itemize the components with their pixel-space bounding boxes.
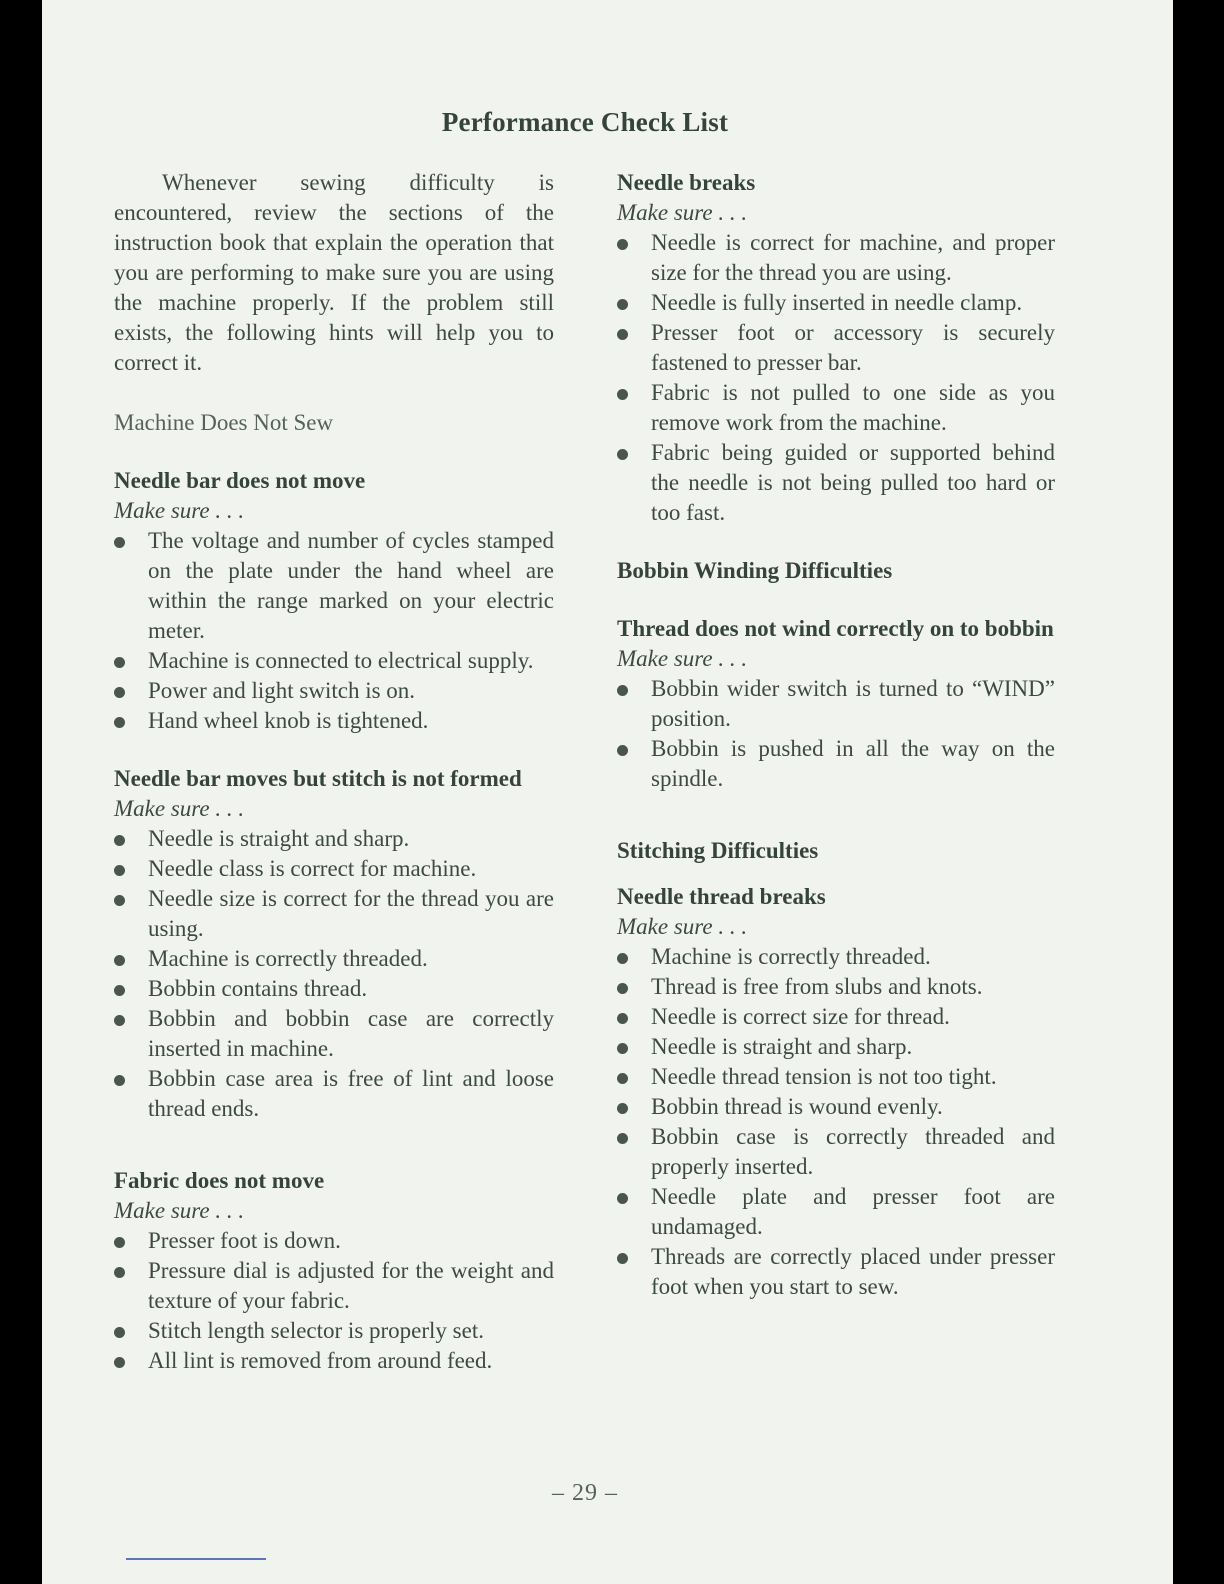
checklist: [617, 228, 1055, 528]
make-sure-label: Make sure . . .: [114, 796, 245, 821]
bobbin-winding-section: [617, 614, 1055, 794]
list-item: Thread is free from slubs and knots.: [617, 972, 1055, 1002]
make-sure-label: Make sure . . .: [617, 200, 748, 225]
make-sure-label: Make sure . . .: [114, 498, 245, 523]
list-item: Needle thread tension is not too tight.: [617, 1062, 1055, 1092]
list-item: Needle plate and presser foot are undamaged.: [617, 1182, 1055, 1242]
list-item: Needle is correct for machine, and proper size for the thread you are using.: [617, 228, 1055, 288]
list-item: Pressure dial is adjusted for the weight and texture of your fabric.: [114, 1256, 554, 1316]
checklist: [114, 526, 554, 736]
list-item: Needle class is correct for machine.: [114, 854, 554, 884]
list-item: Power and light switch is on.: [114, 676, 554, 706]
make-sure-label: Make sure . . .: [617, 914, 748, 939]
list-item: Hand wheel knob is tightened.: [114, 706, 554, 736]
list-item: Presser foot or accessory is securely fastened to presser bar.: [617, 318, 1055, 378]
section-heading: Needle breaks: [617, 170, 756, 195]
list-item: Machine is connected to electrical supply.: [114, 646, 554, 676]
section-heading: Fabric does not move: [114, 1168, 325, 1193]
page-title: Performance Check List: [441, 107, 729, 137]
list-item: Stitch length selector is properly set.: [114, 1316, 554, 1346]
make-sure-label: Make sure . . .: [617, 646, 748, 671]
section-heading: Thread does not wind correctly on to bobbin: [617, 616, 1054, 641]
list-item: Bobbin case is correctly threaded and properly inserted.: [617, 1122, 1055, 1182]
checklist: [114, 824, 554, 1124]
checklist: [617, 942, 1055, 1302]
list-item: Bobbin contains thread.: [114, 974, 554, 1004]
list-item: The voltage and number of cycles stamped on the plate under the hand wheel are within the range marked on your electric meter.: [114, 526, 554, 646]
list-item: Needle is fully inserted in needle clamp.: [617, 288, 1055, 318]
list-item: Needle is correct size for thread.: [617, 1002, 1055, 1032]
list-item: All lint is removed from around feed.: [114, 1346, 554, 1376]
page-number: – 29 –: [552, 1480, 618, 1506]
intro-paragraph: Whenever sewing difficulty is encountered, review the sections of the instruction book that explain the operation that you are performing to make sure you are using the machine properly. If the problem still exists, the following hints will help you to correct it.: [114, 170, 554, 375]
list-item: Presser foot is down.: [114, 1226, 554, 1256]
list-item: Bobbin thread is wound evenly.: [617, 1092, 1055, 1122]
stitch-not-formed-section: [114, 764, 554, 1124]
list-item: Bobbin is pushed in all the way on the spindle.: [617, 734, 1055, 794]
left-column: [114, 168, 554, 1376]
stitching-group-heading: Stitching Difficulties: [617, 838, 819, 863]
list-item: Bobbin wider switch is turned to “WIND” position.: [617, 674, 1055, 734]
list-item: Machine is correctly threaded.: [114, 944, 554, 974]
needle-breaks-section: [617, 168, 1055, 528]
list-item: Fabric is not pulled to one side as you remove work from the machine.: [617, 378, 1055, 438]
list-item: Bobbin case area is free of lint and loose thread ends.: [114, 1064, 554, 1124]
section-heading: Needle bar does not move: [114, 468, 366, 493]
machine-does-not-sew-heading: Machine Does Not Sew: [114, 410, 334, 435]
fabric-does-not-move-section: [114, 1166, 554, 1376]
bobbin-winding-group-heading: Bobbin Winding Difficulties: [617, 558, 893, 583]
right-column: [617, 168, 1055, 1302]
list-item: Needle size is correct for the thread you are using.: [114, 884, 554, 944]
checklist: [114, 1226, 554, 1376]
list-item: Bobbin and bobbin case are correctly inserted in machine.: [114, 1004, 554, 1064]
checklist: [617, 674, 1055, 794]
list-item: Needle is straight and sharp.: [617, 1032, 1055, 1062]
list-item: Threads are correctly placed under presser foot when you start to sew.: [617, 1242, 1055, 1302]
section-heading: Needle bar moves but stitch is not formed: [114, 766, 522, 791]
list-item: Machine is correctly threaded.: [617, 942, 1055, 972]
needle-bar-section: [114, 466, 554, 736]
list-item: Needle is straight and sharp.: [114, 824, 554, 854]
needle-thread-breaks-section: [617, 882, 1055, 1302]
list-item: Fabric being guided or supported behind the needle is not being pulled too hard or too fast.: [617, 438, 1055, 528]
bottom-rule: [126, 1558, 266, 1560]
section-heading: Needle thread breaks: [617, 884, 826, 909]
make-sure-label: Make sure . . .: [114, 1198, 245, 1223]
